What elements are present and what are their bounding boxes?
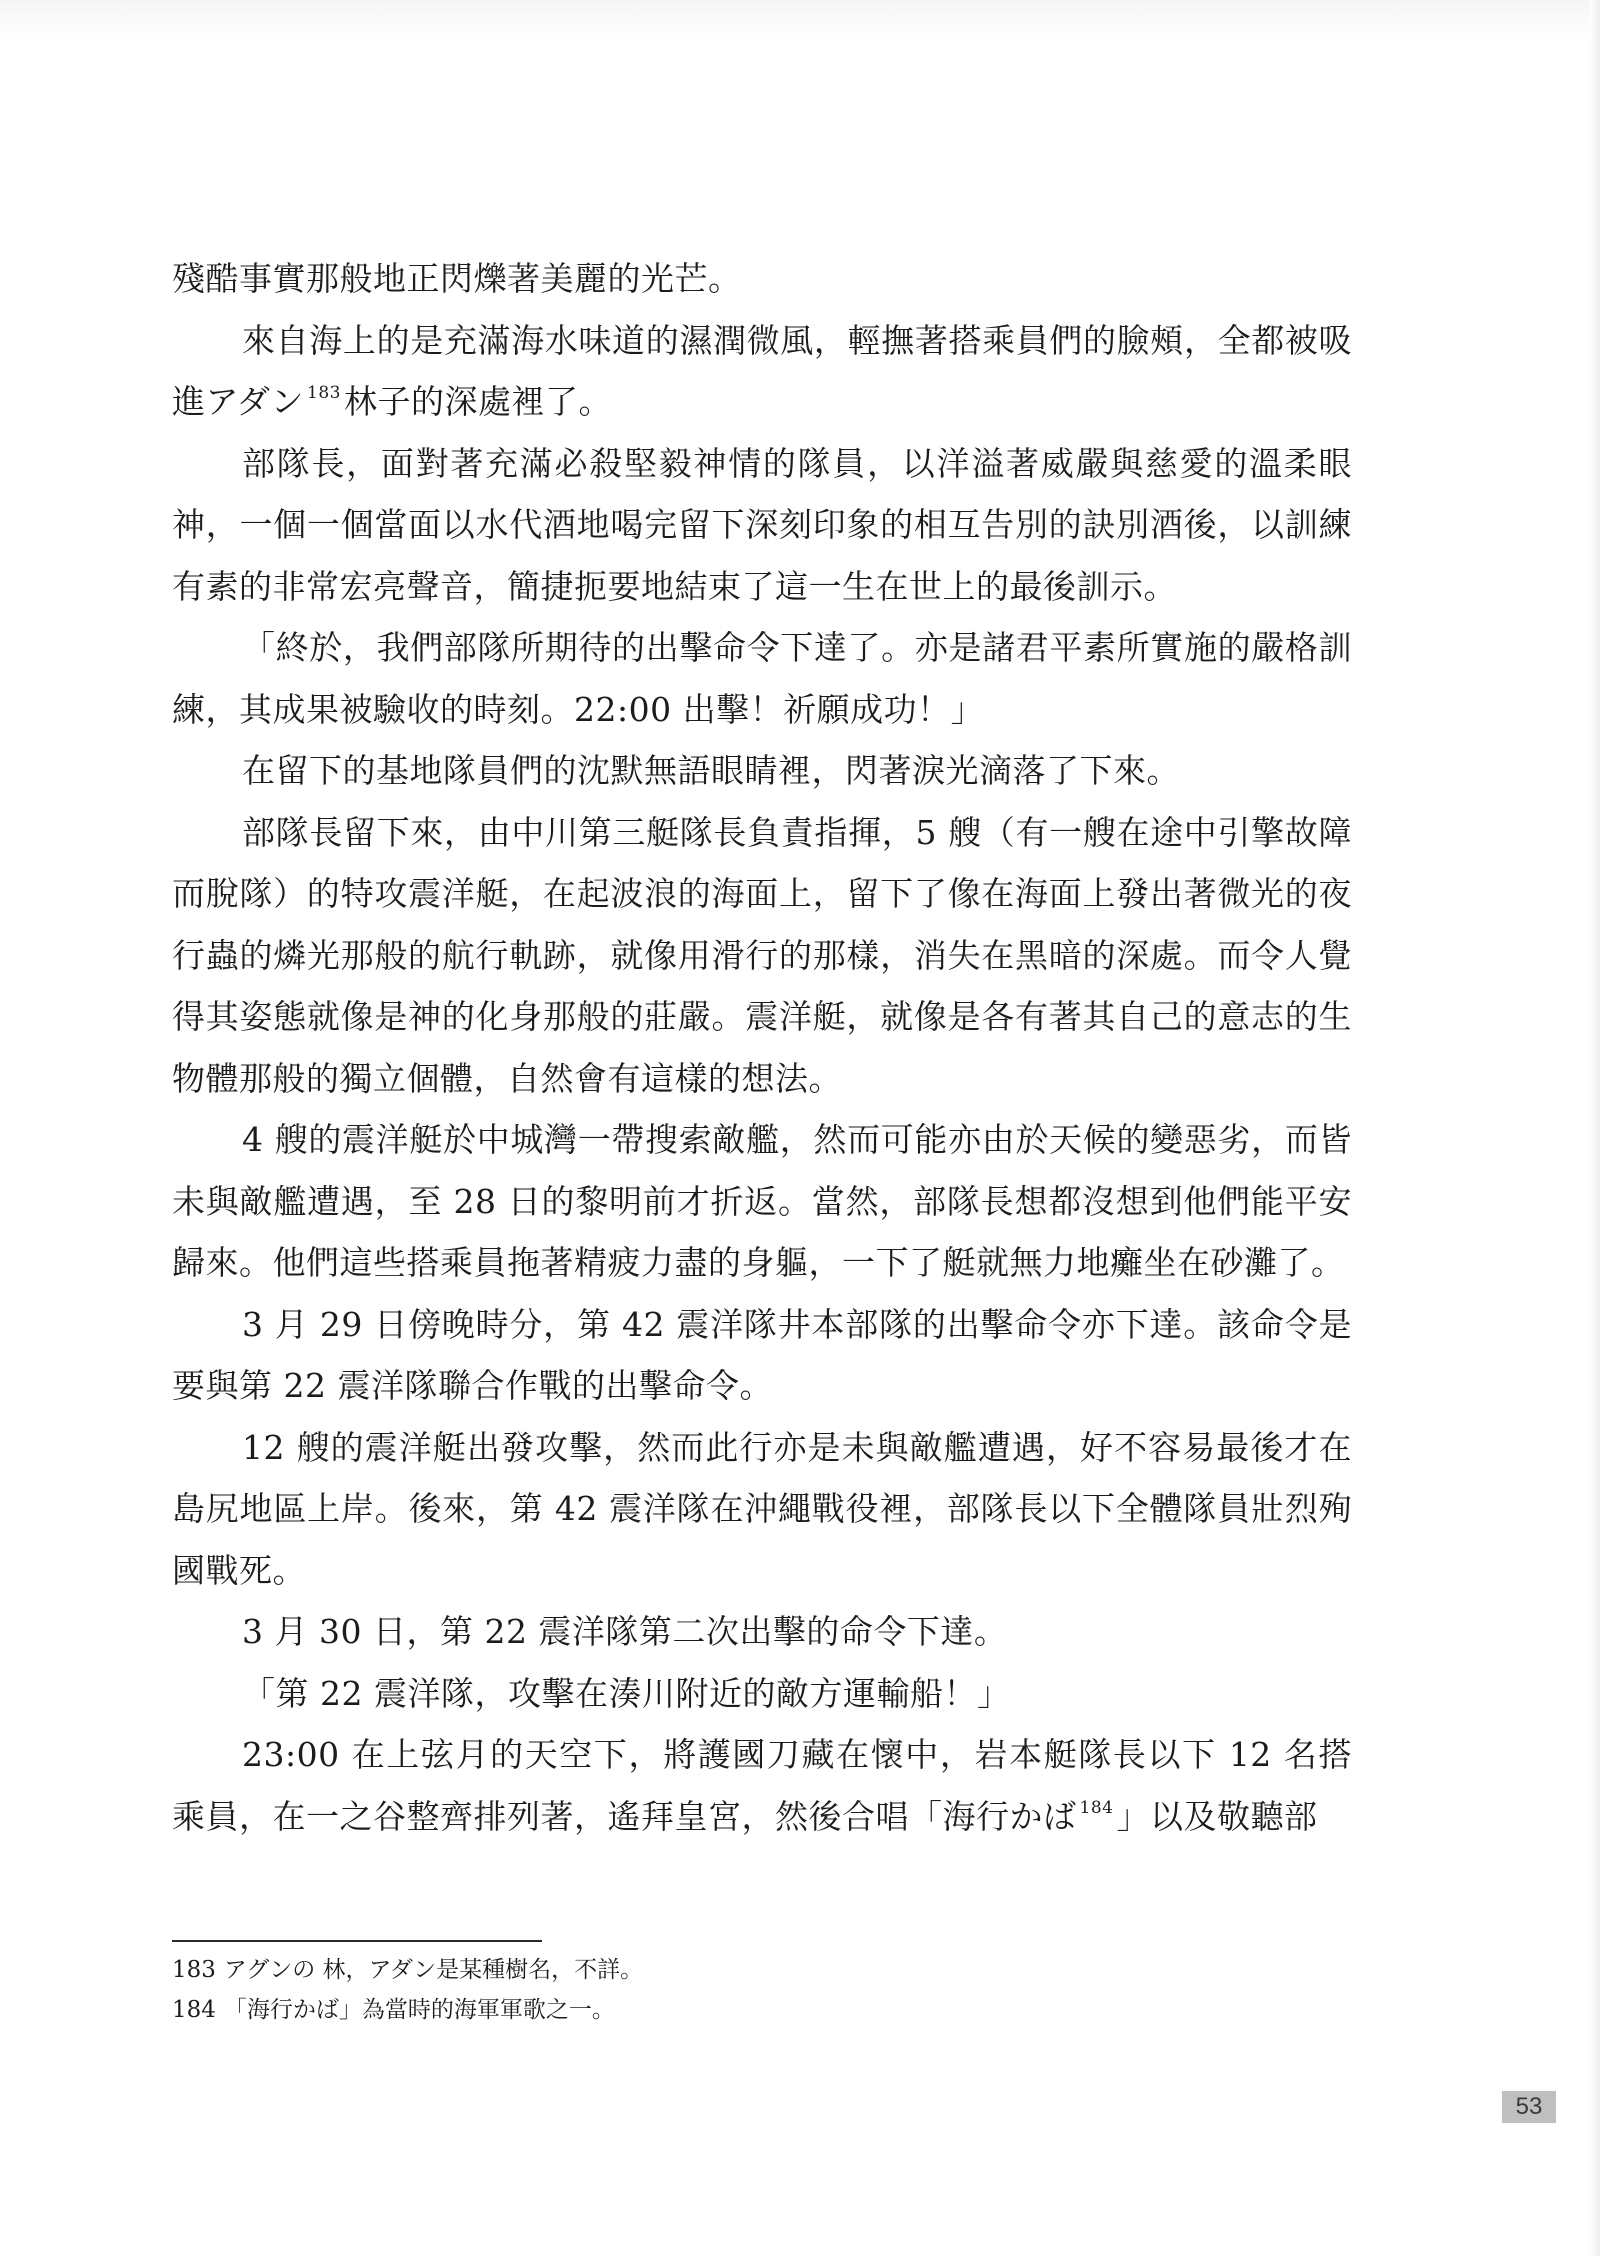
paragraph-boats-depart: 部隊長留下來，由中川第三艇隊長負責指揮，5 艘（有一艘在途中引擎故障而脫隊）的特攻震洋艇，在起波浪的海面上，留下了像在海面上發出著微光的夜行蟲的燐光那般的航行軌跡，就像用滑行的那樣，消失在黑暗的深處。而令人覺得其姿態就像是神的化身那般的莊嚴。震洋艇，就像是各有著其自己的意志的生物體那般的獨立個體，自然會有這樣的想法。: [172, 812, 1352, 1098]
footnotes: [172, 1950, 1352, 2030]
footnote-183: [172, 1950, 1352, 1990]
footnote-ref-183: 183: [307, 383, 341, 403]
footnote-divider: [172, 1940, 542, 1942]
paragraph-twelve-boats: 12 艘的震洋艇出發攻擊，然而此行亦是未與敵艦遭遇，好不容易最後才在島尻地區上岸。後來，第 42 震洋隊在沖繩戰役裡，部隊長以下全體隊員壯烈殉國戰死。: [172, 1427, 1352, 1590]
paragraph-commander-farewell: 部隊長，面對著充滿必殺堅毅神情的隊員，以洋溢著威嚴與慈愛的溫柔眼神，一個一個當面以水代酒地喝完留下深刻印象的相互告別的訣別酒後，以訓練有素的非常宏亮聲音，簡捷扼要地結束了這一生在世上的最後訓示。: [172, 443, 1352, 606]
footnote-183-number: 183: [172, 1957, 216, 1983]
scan-edge-right: [1590, 0, 1600, 2256]
footnote-ref-184: 184: [1079, 1797, 1114, 1818]
paragraph-sea-breeze-part2: 林子的深處裡了。: [343, 382, 612, 421]
paragraph-2300-ceremony-part1: 23:00 在上弦月的天空下，將護國刀藏在懷中，岩本艇隊長以下 12 名搭乘員，在一之谷整齊排列著，遙拜皇宮，然後合唱「海行かば: [172, 1735, 1352, 1836]
page-number: 53: [1502, 2091, 1556, 2123]
paragraph-march-30: 3 月 30 日，第 22 震洋隊第二次出擊的命令下達。: [242, 1612, 1008, 1651]
paragraph-sea-breeze-part1: 來自海上的是充滿海水味道的濕潤微風，輕撫著搭乘員們的臉頰，全都被吸進アダン: [172, 320, 1352, 421]
paragraph-attack-order-quote: 「第 22 震洋隊，攻擊在湊川附近的敵方運輸船！」: [242, 1673, 1011, 1713]
body-text: [172, 248, 1352, 1847]
paragraph-2300-ceremony: [172, 1724, 1352, 1847]
paragraph-march-29: 3 月 29 日傍晚時分，第 42 震洋隊井本部隊的出擊命令亦下達。該命令是要與第 22 震洋隊聯合作戰的出擊命令。: [172, 1304, 1352, 1405]
scan-edge-top: [0, 0, 1600, 40]
paragraph-four-boats-return: 4 艘的震洋艇於中城灣一帶搜索敵艦，然而可能亦由於天候的變惡劣，而皆未與敵艦遭遇，至 28 日的黎明前才折返。當然，部隊長想都沒想到他們能平安歸來。他們這些搭乘員拖著精疲力盡的身軀，一下了艇就無力地癱坐在砂灘了。: [172, 1120, 1352, 1282]
paragraph-continued: 殘酷事實那般地正閃爍著美麗的光芒。: [172, 259, 742, 298]
footnote-183-text: アグンの 林，アダン是某種樹名，不詳。: [223, 1957, 644, 1983]
footnote-184-text: 「海行かば」為當時的海軍軍歌之一。: [223, 1997, 615, 2023]
paragraph-sortie-order-quote: 「終於，我們部隊所期待的出擊命令下達了。亦是諸君平素所實施的嚴格訓練，其成果被驗收的時刻。22:00 出擊！祈願成功！」: [172, 628, 1352, 729]
paragraph-base-crew-tears: 在留下的基地隊員們的沈默無語眼睛裡，閃著淚光滴落了下來。: [242, 751, 1180, 790]
footnote-184-number: 184: [172, 1997, 216, 2023]
paragraph-sea-breeze: [172, 310, 1352, 433]
footnote-184: [172, 1990, 1352, 2030]
paragraph-2300-ceremony-part2: 」以及敬聽部: [1116, 1796, 1318, 1836]
